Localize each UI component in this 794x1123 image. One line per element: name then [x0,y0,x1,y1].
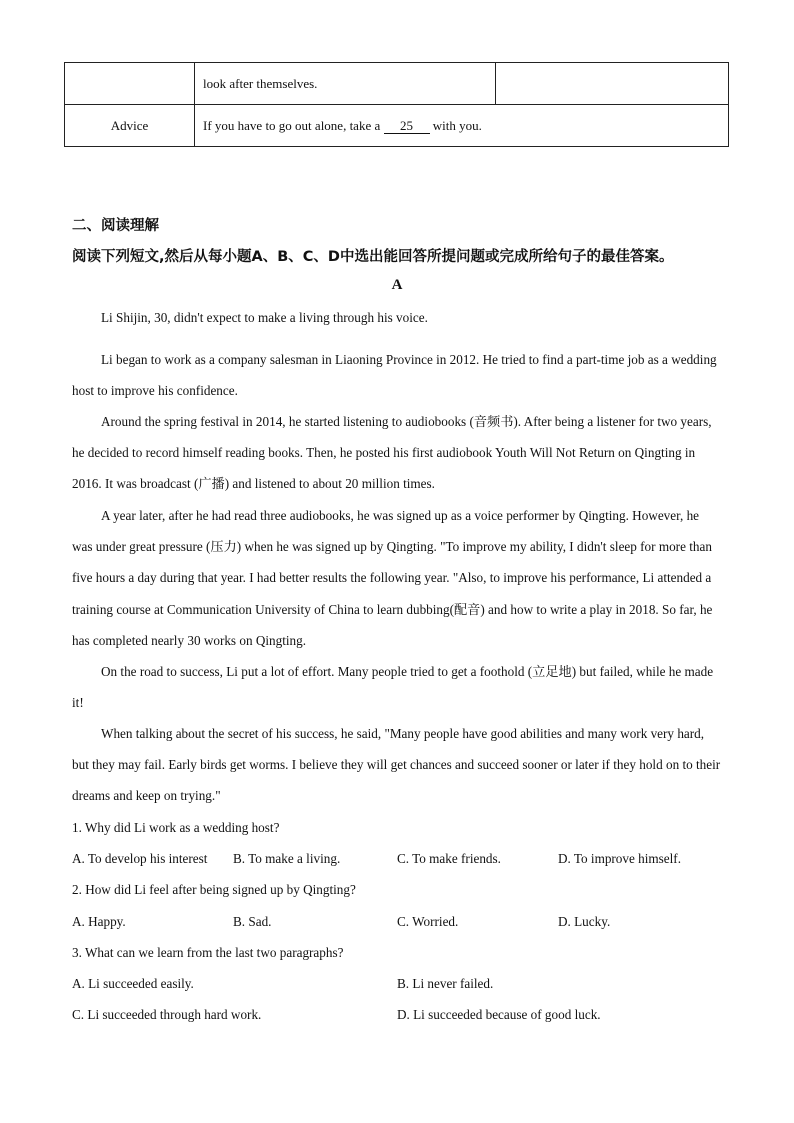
section-heading: 二、阅读理解 [72,218,159,234]
question-1: 1. Why did Li work as a wedding host? [72,820,280,835]
question-1-option-b[interactable]: B. To make a living. [233,851,341,866]
table-cell [496,63,729,105]
question-3: 3. What can we learn from the last two paragraphs? [72,945,344,960]
question-1-option-c[interactable]: C. To make friends. [397,851,501,866]
advice-text-pre: If you have to go out alone, take a [203,117,381,133]
passage-paragraph-3: Around the spring festival in 2014, he started listening to audiobooks (音频书). After being a listener for two years, he decided to record himself reading books. Then, he posted his first audiobook Youth Will Not Return on Qingting in 2016. It was broadcast (广播) and listened to about 20 million times. [72,414,712,492]
answer-blank-25[interactable]: 25 [384,119,430,134]
table-cell-advice-label: Advice [65,105,195,147]
question-1-option-d[interactable]: D. To improve himself. [558,851,682,866]
advice-text-post: with you. [432,117,482,133]
passage-paragraph-4: A year later, after he had read three audiobooks, he was signed up as a voice performer by Qingting. However, he was under great pressure (压力) when he was signed up by Qingting. "To improve my ability, I didn't sleep for more than five hours a day during that year. I had better results the following year. "Also, to improve his performance, Li attended a training course at Communication University of China to learn dubbing(配音) and how to write a play in 2018. So far, he has completed nearly 30 works on Qingting. [72,508,713,648]
question-2-option-b[interactable]: B. Sad. [233,914,272,929]
question-3-option-d[interactable]: D. Li succeeded because of good luck. [397,1007,601,1022]
table-row [65,63,729,105]
question-3-option-a[interactable]: A. Li succeeded easily. [72,976,194,991]
question-2-option-d[interactable]: D. Lucky. [558,914,611,929]
question-2-option-c[interactable]: C. Worried. [397,914,459,929]
question-3-option-c[interactable]: C. Li succeeded through hard work. [72,1007,262,1022]
advice-table [64,62,729,147]
passage-label: A [391,277,403,293]
question-1-option-a[interactable]: A. To develop his interest [72,851,208,866]
table-cell [65,63,195,105]
section-instruction: 阅读下列短文,然后从每小题A、B、C、D中选出能回答所提问题或完成所给句子的最佳答案。 [72,249,674,265]
question-2-option-a[interactable]: A. Happy. [72,914,126,929]
table-cell-advice-text [195,105,729,147]
table-row [65,105,729,147]
question-2: 2. How did Li feel after being signed up by Qingting? [72,882,356,897]
passage-paragraph-5: On the road to success, Li put a lot of effort. Many people tried to get a foothold (立足地) but failed, while he made it! [72,664,714,711]
table-cell: look after themselves. [195,63,496,105]
passage-paragraph-6: When talking about the secret of his success, he said, "Many people have good abilities and many work very hard, but they may fail. Early birds get worms. I believe they will get chances and succeed sooner or later if they hold on to their dreams and keep on trying." [72,726,721,804]
passage-paragraph-1: Li Shijin, 30, didn't expect to make a living through his voice. [101,310,428,325]
passage-paragraph-2: Li began to work as a company salesman in Liaoning Province in 2012. He tried to find a part-time job as a wedding host to improve his confidence. [72,352,717,399]
question-3-option-b[interactable]: B. Li never failed. [397,976,494,991]
